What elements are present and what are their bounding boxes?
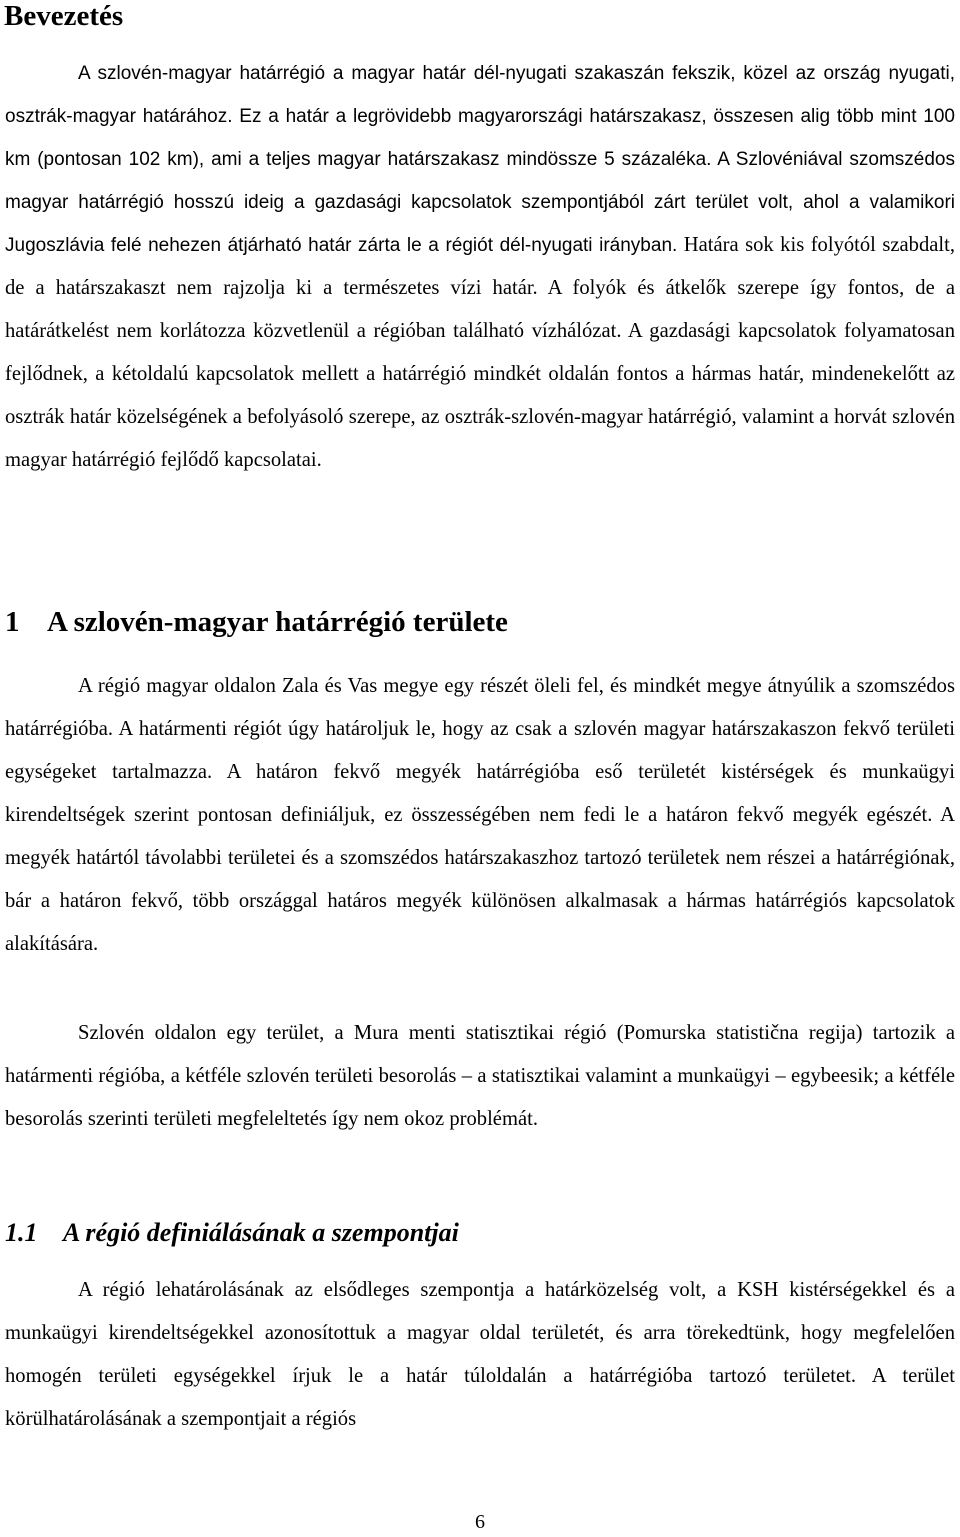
- section-1-paragraph-2: Szlovén oldalon egy terület, a Mura menti statisztikai régió (Pomurska statistična regija) tartozik a határmenti régióba, a kétféle szlovén területi besorolás – a statisztikai valamint a munkaügyi – egybeesik; a kétféle besorolás szerinti területi megfeleltetés így nem okoz problémát.: [5, 1022, 955, 1130]
- intro-paragraph: [5, 52, 955, 482]
- subsection-number: 1.1: [5, 1218, 38, 1247]
- section-1-paragraph-1: A régió magyar oldalon Zala és Vas megye egy részét öleli fel, és mindkét megye átnyúlik a szomszédos határrégióba. A határmenti régiót úgy határoljuk le, hogy az csak a szlovén magyar határszakaszon fekvő területi egységeket tartalmazza. A határon fekvő megyék határrégióba eső területét kistérségek és munkaügyi kirendeltségek szerint pontosan definiáljuk, ez összességében nem fedi le a határon fekvő megyék egészét. A megyék határtól távolabbi területei és a szomszédos határszakaszhoz tartozó területek nem részei a határrégiónak, bár a határon fekvő, több országgal határos megyék különösen alkalmasak a hármas határrégiós kapcsolatok alakítására.: [5, 675, 955, 955]
- subsection-title: A régió definiálásának a szempontjai: [63, 1218, 459, 1247]
- section-number: 1: [5, 606, 20, 638]
- section-1-1-paragraph: A régió lehatárolásának az elsődleges szempontja a határközelség volt, a KSH kistérségekkel és a munkaügyi kirendeltségekkel azonosítottuk a magyar oldal területét, és arra törekedtünk, hogy megfelelően homogén területi egységekkel írjuk le a határ túloldalán a határrégióba tartozó területet. A terület körülhatárolásának a szempontjait a régiós: [5, 1279, 955, 1430]
- intro-sentence-2: A Szlovéniával szomszédos magyar határrégió hosszú ideig a gazdasági kapcsolatok szempontjából zárt terület volt, ahol a valamikori Jugoszlávia felé nehezen átjárható határ zárta le a régiót dél-nyugati irányban.: [5, 149, 955, 256]
- section-1-1-heading: [5, 1218, 459, 1248]
- intro-sentence-3: Határa sok kis folyótól szabdalt, de a határszakaszt nem rajzolja ki a természetes vízi határ. A folyók és átkelők szerepe így fontos, de a határátkelést nem korlátozza közvetlenül a régióban található vízhálózat. A gazdasági kapcsolatok folyamatosan fejlődnek, a kétoldalú kapcsolatok mellett a határrégió mindkét oldalán fontos a hármas határ, mindenekelőtt az osztrák határ közelségének a befolyásoló szerepe, az osztrák-szlovén-magyar határrégió, valamint a horvát szlovén magyar határrégió fejlődő kapcsolatai.: [5, 234, 955, 471]
- intro-sentence-1: A szlovén-magyar határrégió a magyar határ dél-nyugati szakaszán fekszik, közel az ország nyugati, osztrák-magyar határához. Ez a határ a legrövidebb magyarországi határszakasz, összesen alig több mint 100 km (pontosan 102 km), ami a teljes magyar határszakasz mindössze 5 százaléka.: [5, 63, 955, 170]
- page-number: 6: [475, 1511, 485, 1533]
- section-1-heading: [5, 606, 508, 639]
- page-heading: Bevezetés: [4, 0, 124, 32]
- section-title: A szlovén-magyar határrégió területe: [47, 606, 508, 638]
